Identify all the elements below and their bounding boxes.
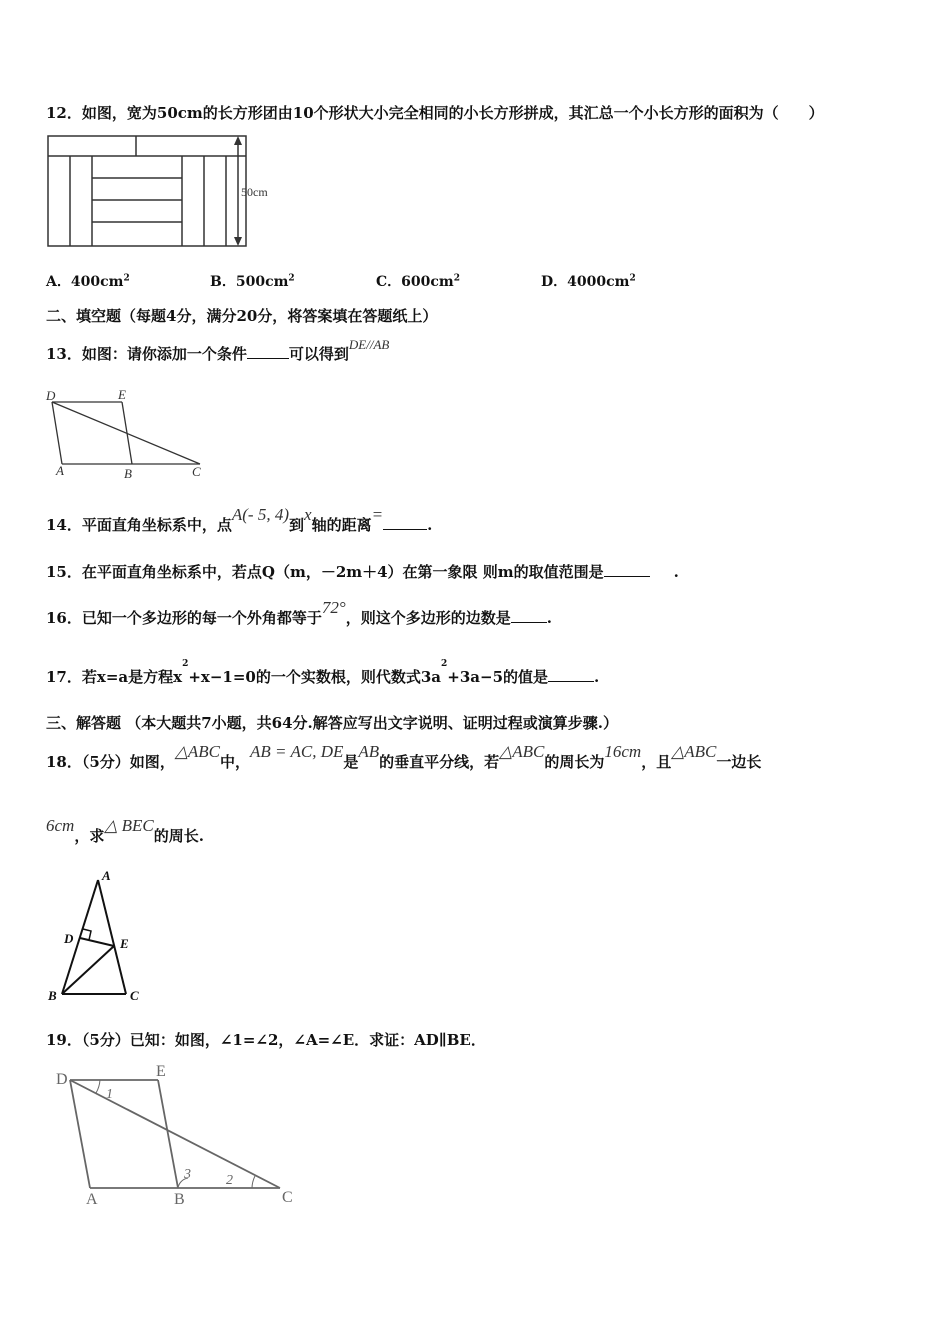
q18-label-e: E: [120, 936, 129, 951]
section2-title: 二、填空题（每题4分，满分20分，将答案填在答题纸上）: [46, 307, 438, 325]
q17-answer-blank[interactable]: [548, 667, 594, 682]
q12-rectangle-figure: [44, 132, 284, 254]
q13-answer-blank[interactable]: [247, 344, 289, 359]
q19-angle-2: 2: [226, 1173, 233, 1188]
q13-label-a: A: [56, 463, 64, 478]
q18-label-b: B: [48, 988, 57, 1003]
q12-text: 如图，宽为50cm的长方形团由10个形状大小完全相同的小长方形拼成，其汇总一个小长方形的面积为（ ）: [81, 104, 824, 122]
q14-answer-blank[interactable]: [383, 515, 427, 530]
q14-stem: 14．平面直角坐标系中，点A(- 5, 4)到x轴的距离=.: [46, 505, 433, 534]
q13-stem: 13．如图：请你添加一个条件 可以得到DE//AB: [46, 337, 390, 363]
q19-stem: 19．（5分）已知：如图，∠1=∠2，∠A=∠E．求证：AD∥BE．: [46, 1031, 486, 1049]
q13-label-b: B: [124, 466, 132, 481]
q13-label-d: D: [46, 388, 56, 403]
q19-figure: [48, 1062, 308, 1212]
q15-answer-blank[interactable]: [604, 562, 650, 577]
q18-triangle-figure: [44, 866, 154, 1006]
q12-option-a[interactable]: A．$400cm^2$: [46, 273, 130, 290]
q18-label-a: A: [102, 868, 111, 883]
q12-stem: [46, 102, 824, 123]
q13-figure: [40, 384, 220, 484]
q13-label-e: E: [118, 387, 126, 402]
q15-stem: 15．在平面直角坐标系中，若点Q（m，－2m＋4）在第一象限 则m的取值范围是 .: [46, 563, 679, 581]
q18-stem-line2: 6cm，求△ BEC的周长.: [46, 816, 205, 845]
q19-label-b: B: [174, 1191, 185, 1208]
q16-stem: 16．已知一个多边形的每一个外角都等于72°，则这个多边形的边数是 .: [46, 598, 552, 627]
q19-angle-1: 1: [106, 1087, 113, 1102]
q12-width-label: 50cm: [241, 185, 268, 199]
section3-title: 三、解答题 （本大题共7小题，共64分.解答应写出文字说明、证明过程或演算步骤.）: [46, 714, 618, 732]
q19-angle-3: 3: [184, 1167, 191, 1182]
q12-option-b[interactable]: B．$500cm^2$: [210, 273, 295, 290]
q12-option-c[interactable]: C．$600cm^2$: [376, 273, 460, 290]
q19-label-a: A: [86, 1191, 98, 1208]
q12-number: 12．: [46, 104, 82, 122]
q18-label-d: D: [64, 931, 74, 946]
q16-answer-blank[interactable]: [511, 608, 547, 623]
q18-label-c: C: [130, 988, 139, 1003]
q13-math: DE//AB: [348, 337, 390, 352]
q12-option-d[interactable]: D．$4000cm^2$: [541, 273, 636, 290]
q13-label-c: C: [192, 464, 201, 479]
q19-label-d: D: [56, 1071, 68, 1088]
q17-stem: 17．若x=a是方程$x^2+x-1=0$的一个实数根，则代数式$3a^2+3a-5$的值是 .: [46, 659, 600, 686]
q19-label-c: C: [282, 1189, 293, 1206]
q19-label-e: E: [156, 1063, 166, 1080]
q18-stem-line1: 18．（5分）如图，△ABC中，AB = AC, DE是AB的垂直平分线，若△ABC的周长为16cm，且△ABC一边长: [46, 742, 762, 771]
